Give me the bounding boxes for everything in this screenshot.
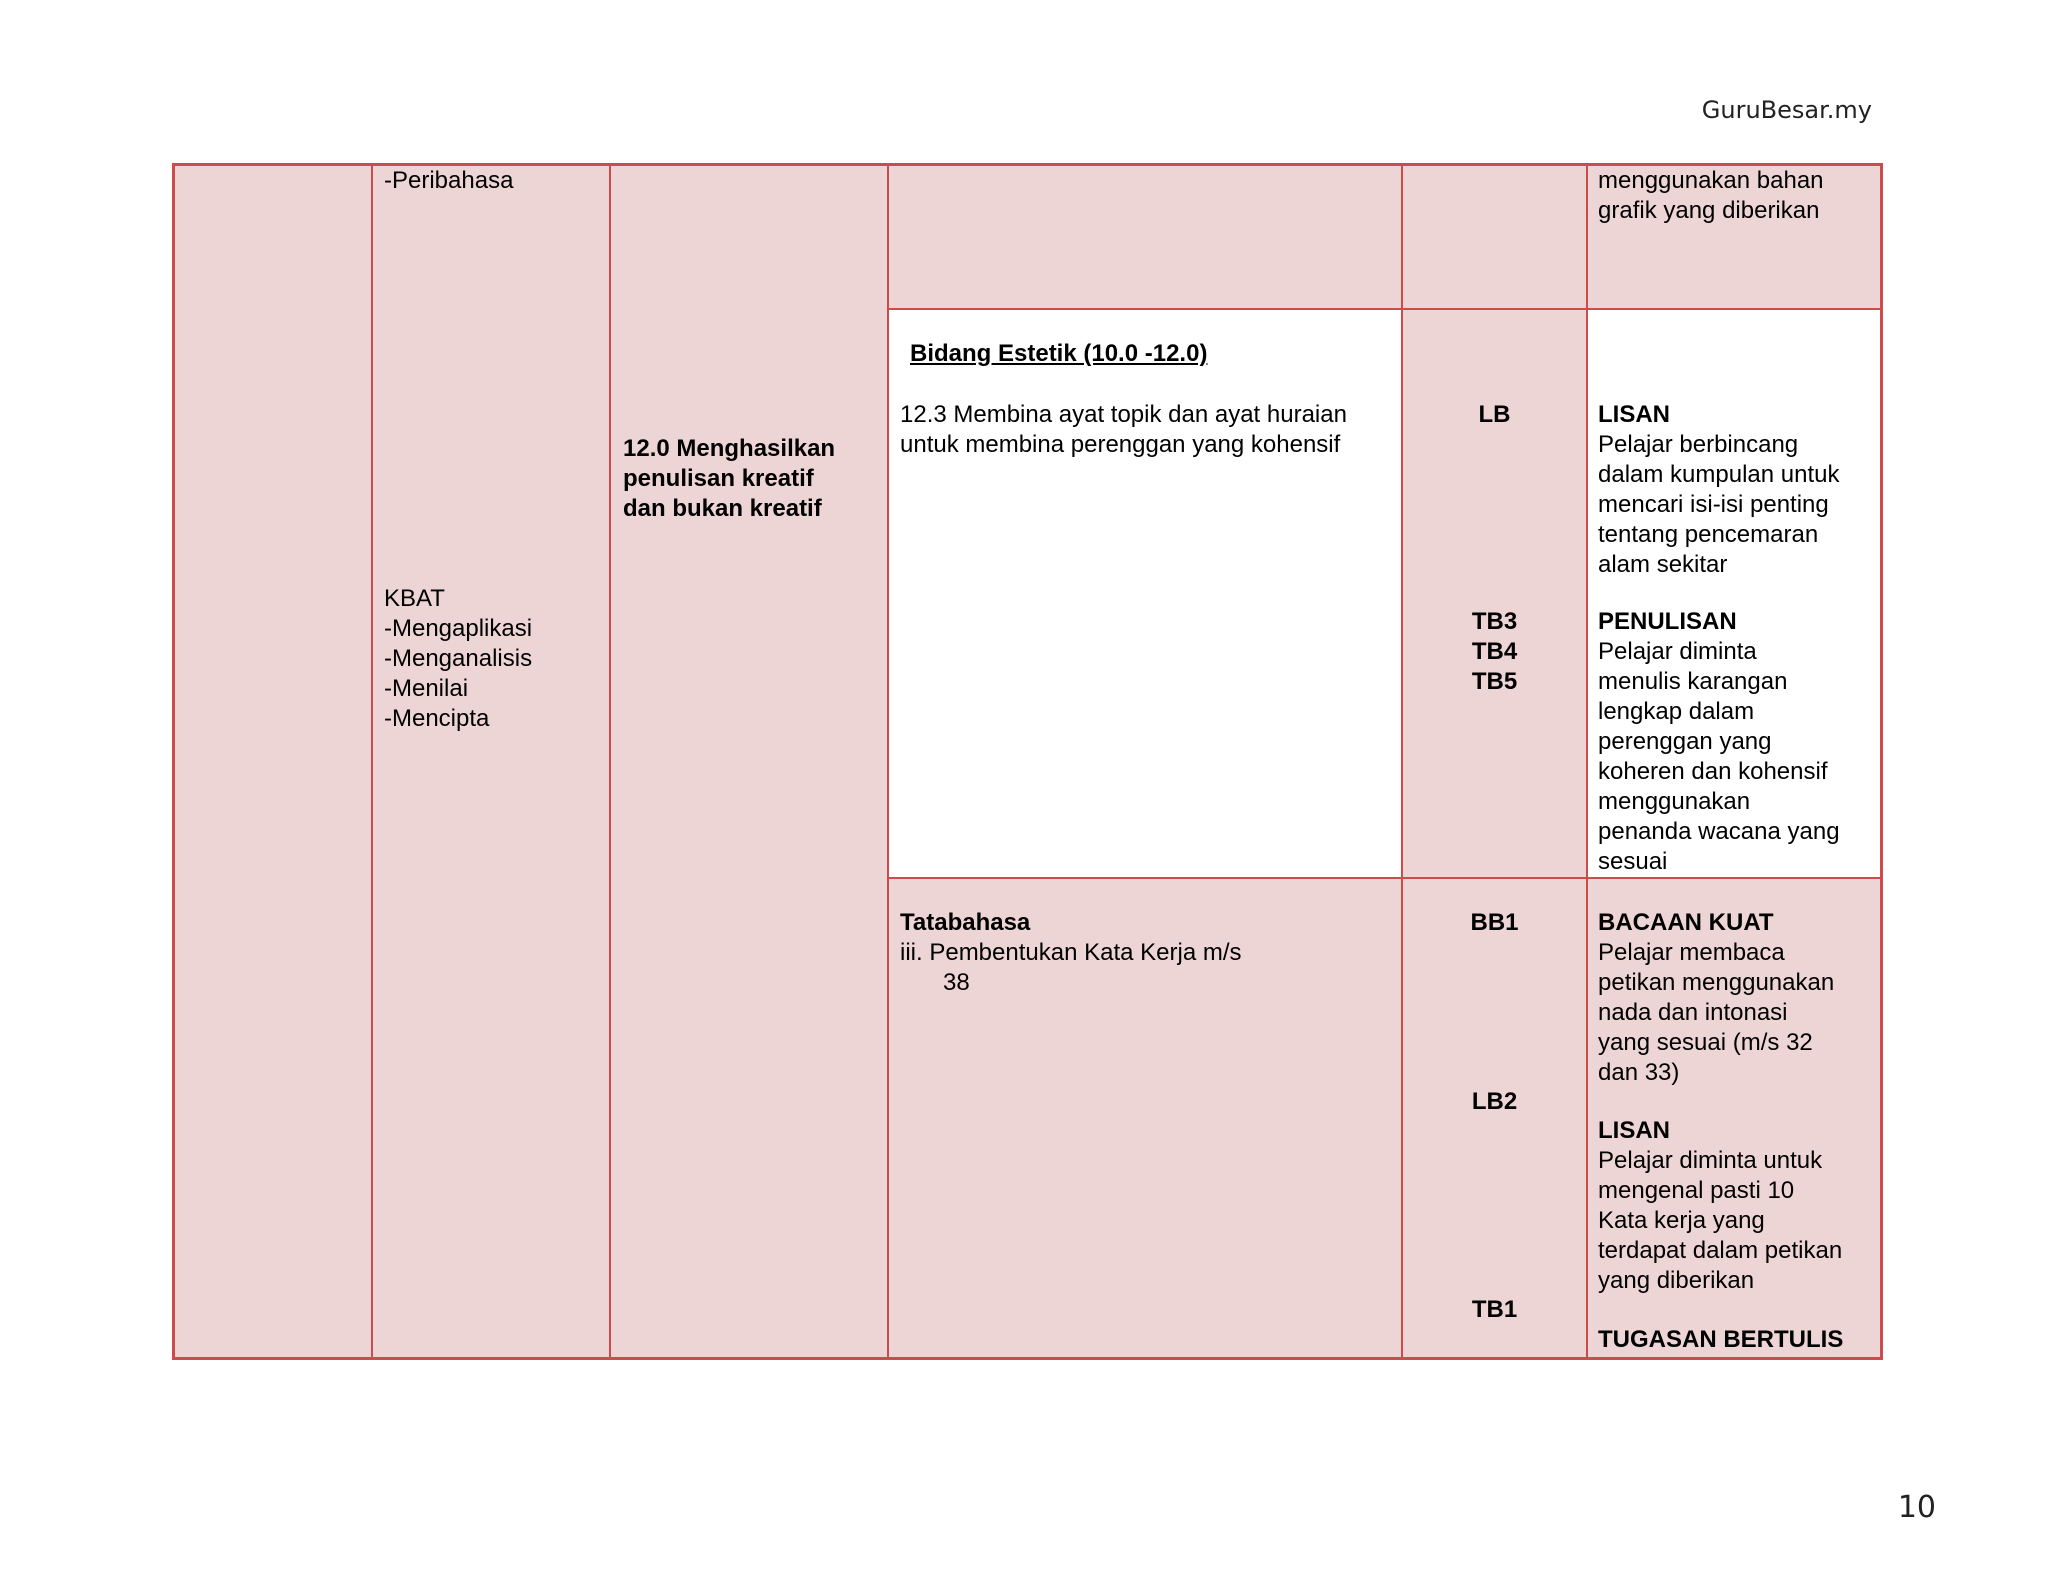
row3-section-title: Tatabahasa <box>900 909 1031 936</box>
row3-bacaan-line: yang sesuai (m/s 32 <box>1598 1029 1813 1056</box>
site-name: GuruBesar.my <box>1701 96 1872 124</box>
row2-lisan-title: LISAN <box>1598 401 1670 428</box>
border-h2 <box>888 877 1882 879</box>
border-v5 <box>1586 163 1588 1360</box>
row2-penulisan-line: menggunakan <box>1598 788 1751 815</box>
row3-content-line: 38 <box>943 969 970 996</box>
table-col-1 <box>172 164 372 1358</box>
border-right <box>1880 163 1883 1360</box>
row3-bacaan-title: BACAAN KUAT <box>1598 909 1774 936</box>
border-v4 <box>1401 163 1403 1360</box>
row2-section-title: Bidang Estetik (10.0 -12.0) <box>910 340 1208 367</box>
row2-lisan-line: tentang pencemaran <box>1598 521 1819 548</box>
row2-penulisan-line: sesuai <box>1598 848 1668 875</box>
skill-kbat-item: -Mencipta <box>384 705 490 732</box>
page-number: 10 <box>1897 1490 1936 1525</box>
standard-title: 12.0 Menghasilkan <box>623 435 836 462</box>
row2-penulisan-line: perenggan yang <box>1598 728 1772 755</box>
row3-lisan-line: yang diberikan <box>1598 1267 1755 1294</box>
row2-content-cell <box>888 309 1402 878</box>
row2-penulisan-line: menulis karangan <box>1598 668 1788 695</box>
row2-penulisan-line: Pelajar diminta <box>1598 638 1757 665</box>
row3-bacaan-line: petikan menggunakan <box>1598 969 1835 996</box>
row3-lisan-line: Pelajar diminta untuk <box>1598 1147 1823 1174</box>
row3-lisan-line: terdapat dalam petikan <box>1598 1237 1843 1264</box>
skill-kbat: KBAT <box>384 585 445 612</box>
row1-activity-line: menggunakan bahan <box>1598 167 1824 194</box>
row3-lisan-line: mengenal pasti 10 <box>1598 1177 1795 1204</box>
row2-content-line: 12.3 Membina ayat topik dan ayat huraian <box>900 401 1347 428</box>
row3-content-line: iii. Pembentukan Kata Kerja m/s <box>900 939 1242 966</box>
row3-tugasan-title: TUGASAN BERTULIS <box>1598 1326 1844 1353</box>
row2-lisan-line: mencari isi-isi penting <box>1598 491 1829 518</box>
standard-title: dan bukan kreatif <box>623 495 822 522</box>
table-col-codes <box>1402 164 1587 1358</box>
code-lb2: LB2 <box>1471 1088 1518 1115</box>
standard-title: penulisan kreatif <box>623 465 814 492</box>
row3-bacaan-line: nada dan intonasi <box>1598 999 1788 1026</box>
skill-kbat-item: -Menganalisis <box>384 645 533 672</box>
row3-bacaan-line: dan 33) <box>1598 1059 1680 1086</box>
table-col-standard <box>610 164 888 1358</box>
row2-lisan-line: alam sekitar <box>1598 551 1728 578</box>
code-tb3: TB3 <box>1471 608 1518 635</box>
code-lb: LB <box>1478 401 1511 428</box>
border-v2 <box>609 163 611 1360</box>
row2-content-line: untuk membina perenggan yang kohensif <box>900 431 1341 458</box>
skill-kbat-item: -Menilai <box>384 675 469 702</box>
skill-peribahasa: -Peribahasa <box>384 167 514 194</box>
row2-penulisan-title: PENULISAN <box>1598 608 1737 635</box>
row2-penulisan-line: koheren dan kohensif <box>1598 758 1828 785</box>
border-h1 <box>888 308 1882 310</box>
row2-penulisan-line: penanda wacana yang <box>1598 818 1840 845</box>
code-tb4: TB4 <box>1471 638 1518 665</box>
row1-activity-line: grafik yang diberikan <box>1598 197 1820 224</box>
row3-lisan-line: Kata kerja yang <box>1598 1207 1765 1234</box>
code-bb1: BB1 <box>1470 909 1519 936</box>
border-left <box>172 163 175 1360</box>
code-tb5: TB5 <box>1471 668 1518 695</box>
border-v3 <box>887 163 889 1360</box>
row2-lisan-line: Pelajar berbincang <box>1598 431 1799 458</box>
border-v1 <box>371 163 373 1360</box>
row1-content-cell <box>888 164 1402 309</box>
row3-bacaan-line: Pelajar membaca <box>1598 939 1785 966</box>
table-col-skills <box>372 164 610 1358</box>
row2-penulisan-line: lengkap dalam <box>1598 698 1755 725</box>
row2-lisan-line: dalam kumpulan untuk <box>1598 461 1840 488</box>
code-tb1: TB1 <box>1471 1296 1518 1323</box>
border-bottom <box>172 1357 1883 1360</box>
row3-lisan-title: LISAN <box>1598 1117 1670 1144</box>
skill-kbat-item: -Mengaplikasi <box>384 615 533 642</box>
